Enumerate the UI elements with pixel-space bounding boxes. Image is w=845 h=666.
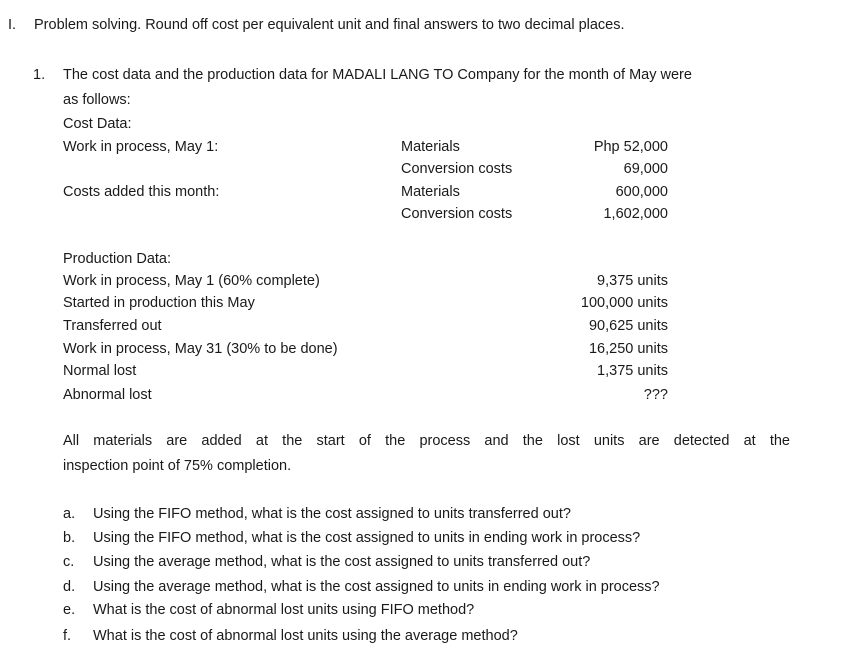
question-letter: c. bbox=[63, 554, 75, 570]
problem-intro-line1: The cost data and the production data for MADALI LANG TO Company for the month of May were bbox=[63, 67, 692, 83]
problem-intro-line2: as follows: bbox=[63, 92, 131, 108]
added-conversion-value: 1,602,000 bbox=[603, 206, 668, 222]
wip-conversion-value: 69,000 bbox=[623, 161, 668, 177]
production-row-label: Work in process, May 31 (30% to be done) bbox=[63, 341, 338, 357]
question-letter: a. bbox=[63, 506, 76, 522]
production-row-value: 100,000 units bbox=[580, 295, 668, 311]
question-letter: b. bbox=[63, 530, 76, 546]
wip-conversion-label: Conversion costs bbox=[401, 161, 513, 177]
question-text: Using the average method, what is the cost assigned to units transferred out? bbox=[93, 554, 591, 570]
costs-added-label: Costs added this month: bbox=[63, 184, 220, 200]
production-row-value: 90,625 units bbox=[588, 318, 668, 334]
section-title: Problem solving. Round off cost per equivalent unit and final answers to two decimal places. bbox=[34, 17, 625, 33]
note-line1: All materials are added at the start of the process and the lost units are detected at the bbox=[63, 433, 790, 449]
wip-materials-value: Php 52,000 bbox=[593, 139, 668, 155]
question-text: Using the FIFO method, what is the cost assigned to units transferred out? bbox=[93, 506, 571, 522]
question-letter: e. bbox=[63, 602, 76, 618]
production-row-value: ??? bbox=[643, 387, 668, 403]
added-materials-label: Materials bbox=[401, 184, 460, 200]
problem-number: 1. bbox=[33, 67, 46, 83]
production-row-value: 9,375 units bbox=[597, 273, 668, 289]
added-conversion-label: Conversion costs bbox=[401, 206, 513, 222]
production-row-label: Started in production this May bbox=[63, 295, 255, 311]
production-data-heading: Production Data: bbox=[63, 251, 172, 267]
production-row-label: Abnormal lost bbox=[63, 387, 152, 403]
wip-may1-label: Work in process, May 1: bbox=[63, 139, 219, 155]
production-row-value: 1,375 units bbox=[597, 363, 668, 379]
question-text: Using the FIFO method, what is the cost assigned to units in ending work in process? bbox=[93, 530, 641, 546]
section-number: I. bbox=[8, 17, 17, 33]
wip-materials-label: Materials bbox=[401, 139, 460, 155]
question-letter: d. bbox=[63, 579, 76, 595]
note-line2: inspection point of 75% completion. bbox=[63, 458, 292, 474]
cost-data-heading: Cost Data: bbox=[63, 116, 132, 132]
production-row-label: Normal lost bbox=[63, 363, 137, 379]
question-text: What is the cost of abnormal lost units using FIFO method? bbox=[93, 602, 475, 618]
added-materials-value: 600,000 bbox=[615, 184, 668, 200]
question-text: What is the cost of abnormal lost units using the average method? bbox=[93, 628, 518, 644]
production-row-value: 16,250 units bbox=[588, 341, 668, 357]
production-row-label: Work in process, May 1 (60% complete) bbox=[63, 273, 320, 289]
question-text: Using the average method, what is the cost assigned to units in ending work in process? bbox=[93, 579, 660, 595]
question-letter: f. bbox=[63, 628, 72, 644]
production-row-label: Transferred out bbox=[63, 318, 162, 334]
